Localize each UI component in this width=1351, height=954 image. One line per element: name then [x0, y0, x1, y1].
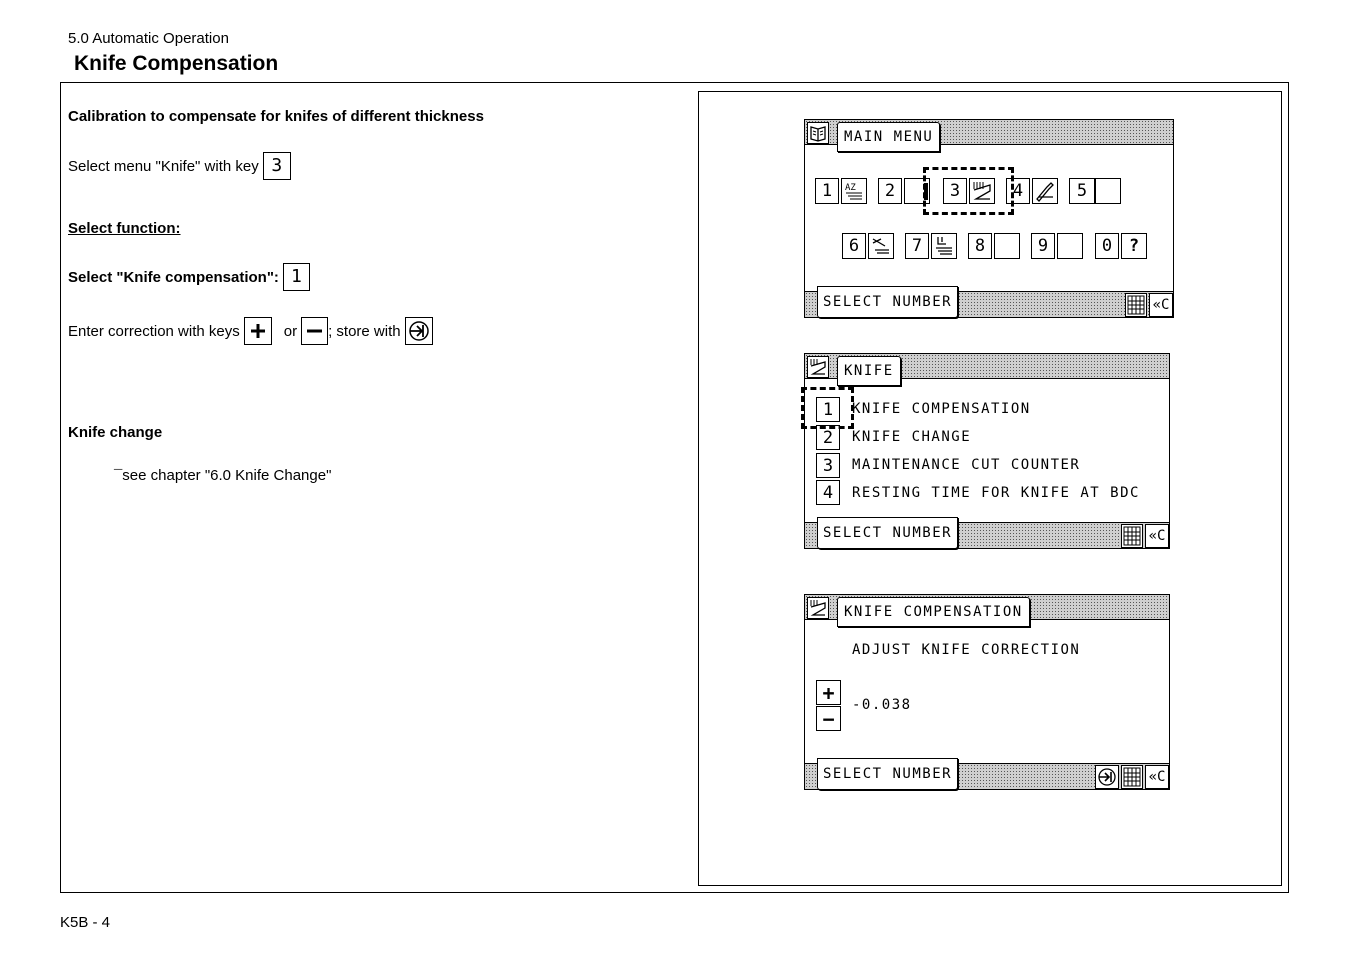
highlight-key-3	[923, 167, 1014, 215]
menu-key-7[interactable]: 7	[905, 233, 929, 259]
enter-key-button[interactable]	[405, 317, 433, 345]
enter-correction-text: Enter correction with keys	[68, 322, 240, 340]
chapter-label: 5.0 Automatic Operation	[68, 30, 229, 47]
knife-item-key-2[interactable]: 2	[816, 425, 840, 450]
knife-item-key-4[interactable]: 4	[816, 480, 840, 505]
select-number-prompt: SELECT NUMBER	[817, 517, 958, 549]
highlight-key-1	[801, 387, 854, 429]
blank-icon	[1095, 178, 1121, 204]
select-comp-line	[68, 263, 310, 291]
or-text: or	[283, 322, 298, 340]
intro-heading: Calibration to compensate for knifes of different thickness	[68, 108, 484, 125]
svg-text:AZ: AZ	[845, 183, 856, 193]
enter-correction-line	[68, 316, 433, 346]
menu-key-2[interactable]: 2	[878, 178, 902, 204]
plus-icon	[245, 318, 271, 344]
select-comp-text: Select "Knife compensation":	[68, 268, 279, 286]
program-icon	[841, 178, 867, 204]
store-with-text: ; store with	[328, 322, 401, 340]
blank-icon	[1057, 233, 1083, 259]
knife-menu-screen	[804, 353, 1170, 549]
select-function-heading: Select function:	[68, 220, 181, 237]
select-number-prompt: SELECT NUMBER	[817, 758, 958, 790]
knife-change-heading: Knife change	[68, 424, 163, 441]
clear-button[interactable]: «C	[1149, 293, 1173, 317]
cut-icon	[868, 233, 894, 259]
minus-button[interactable]: −	[816, 706, 841, 731]
knife-item-label-2: KNIFE CHANGE	[852, 429, 972, 445]
enter-arrow-icon	[406, 318, 432, 344]
key-1-button[interactable]: 1	[283, 263, 310, 291]
blank-icon	[994, 233, 1020, 259]
main-menu-title: MAIN MENU	[837, 122, 940, 152]
select-menu-text: Select menu "Knife" with key	[68, 157, 259, 175]
menu-key-9[interactable]: 9	[1031, 233, 1055, 259]
plus-key-button[interactable]	[244, 317, 272, 345]
knife-change-reference: ¯see chapter "6.0 Knife Change"	[114, 467, 332, 484]
help-key-button[interactable]: ?	[1121, 233, 1147, 259]
knife-compensation-screen	[804, 594, 1170, 790]
menu-key-0[interactable]: 0	[1095, 233, 1119, 259]
select-number-prompt: SELECT NUMBER	[817, 286, 958, 318]
minus-key-button[interactable]	[301, 317, 328, 345]
menu-key-4[interactable]: 4	[1006, 178, 1030, 204]
stack-icon	[931, 233, 957, 259]
select-menu-line	[68, 152, 291, 180]
minus-icon	[302, 318, 327, 344]
menu-key-6[interactable]: 6	[842, 233, 866, 259]
keypad-icon[interactable]	[1121, 524, 1143, 548]
knife-icon	[807, 597, 829, 619]
key-3-button[interactable]: 3	[263, 152, 291, 180]
keypad-icon[interactable]	[1121, 765, 1143, 789]
enter-arrow-icon[interactable]	[1095, 765, 1119, 789]
knife-icon	[807, 356, 829, 378]
knife-item-key-1[interactable]: 1	[816, 397, 840, 422]
knife-comp-title: KNIFE COMPENSATION	[837, 597, 1030, 627]
menu-key-1[interactable]: 1	[815, 178, 839, 204]
menu-key-5[interactable]: 5	[1069, 178, 1095, 204]
keypad-icon[interactable]	[1125, 293, 1147, 317]
menu-key-3[interactable]: 3	[943, 178, 967, 204]
page-title: Knife Compensation	[74, 52, 279, 75]
correction-value: -0.038	[852, 697, 912, 713]
plus-button[interactable]: +	[816, 680, 841, 705]
knife-item-label-1: KNIFE COMPENSATION	[852, 401, 1031, 417]
knife-title: KNIFE	[837, 356, 901, 386]
adjust-knife-correction-label: ADJUST KNIFE CORRECTION	[852, 642, 1081, 658]
knife-item-label-4: RESTING TIME FOR KNIFE AT BDC	[852, 485, 1140, 501]
main-menu-screen	[804, 119, 1174, 318]
menu-key-8[interactable]: 8	[968, 233, 992, 259]
knife-item-key-3[interactable]: 3	[816, 453, 840, 478]
clear-button[interactable]: «C	[1145, 524, 1169, 548]
knife-item-label-3: MAINTENANCE CUT COUNTER	[852, 457, 1081, 473]
service-icon	[1032, 178, 1058, 204]
clear-button[interactable]: «C	[1145, 765, 1169, 789]
page-number: K5B - 4	[60, 914, 111, 931]
book-icon	[807, 122, 829, 144]
